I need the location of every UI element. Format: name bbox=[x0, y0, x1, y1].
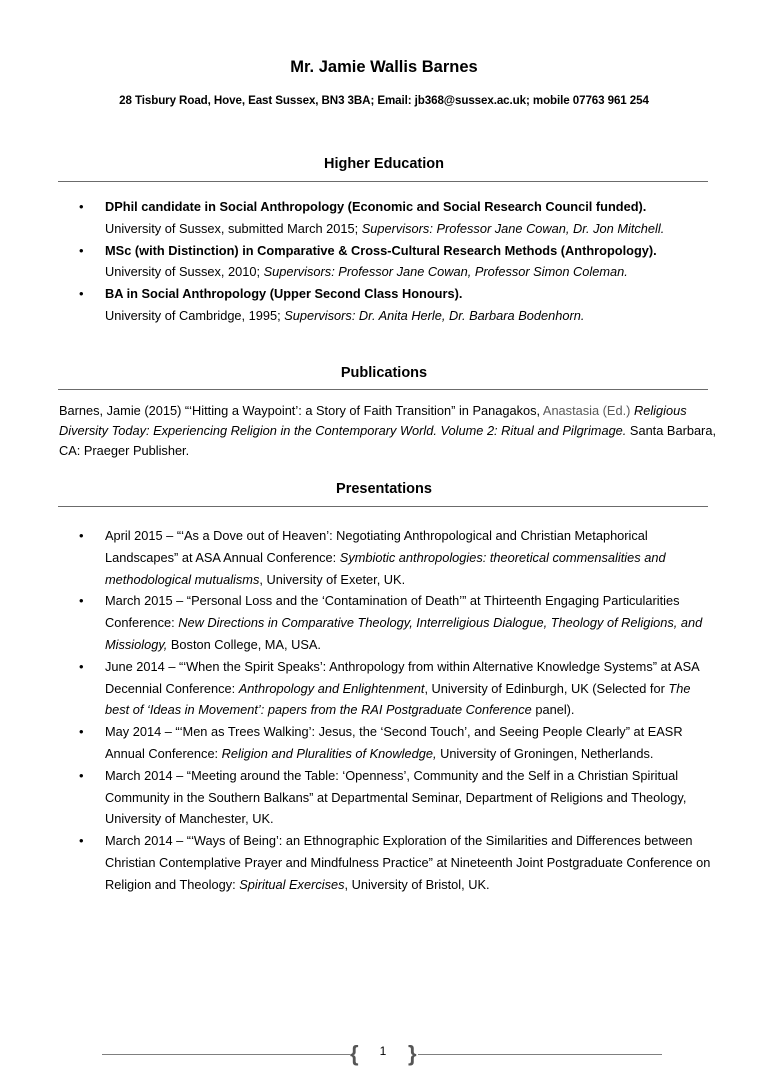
section-heading-presentations: Presentations bbox=[336, 481, 432, 497]
presentation-venue: , University of Edinburgh, UK (Selected for bbox=[424, 680, 669, 696]
contact-line: 28 Tisbury Road, Hove, East Sussex, BN3 3BA; Email: jb368@sussex.ac.uk; mobile 07763 961 254 bbox=[119, 94, 649, 107]
presentation-text: June 2014 – “‘When the Spirit Speaks’: Anthropology from within Alternative Knowledge Systems” at ASA Decennial Conference: bbox=[105, 658, 699, 696]
education-list bbox=[0, 196, 715, 327]
section-divider bbox=[58, 181, 708, 182]
presentation-text: April 2015 – “‘As a Dove out of Heaven’: Negotiating Anthropological and Christian Metaphorical Landscapes” at ASA Annual Conference: bbox=[105, 528, 648, 565]
supervisors: Supervisors: Dr. Anita Herle, Dr. Barbara Bodenhorn. bbox=[284, 307, 585, 323]
presentation-text: March 2014 – “Meeting around the Table: ‘Openness’, Community and the Self in a Christian Spiritual Community in the Southern Balkans” at Departmental Seminar, Department of Religions and Theology, University of Manchester, UK. bbox=[105, 767, 687, 827]
publication-publisher: Santa Barbara, CA: Praeger Publisher. bbox=[59, 422, 716, 458]
presentation-text: March 2014 – “‘Ways of Being’: an Ethnographic Exploration of the Similarities and Differences between Christian Contemplative Prayer and Mindfulness Practice” at Nineteenth Joint Postgraduate Conference on Religion and Theology: bbox=[105, 833, 711, 892]
publication-book-title: Religious Diversity Today: Experiencing Religion in the Contemporary World. Volume 2: Ritual and Pilgrimage. bbox=[59, 403, 687, 438]
degree-title: • MSc (with Distinction) in Comparative & Cross-Cultural Research Methods (Anthropology). bbox=[105, 242, 657, 258]
presentation-venue: University of Groningen, Netherlands. bbox=[436, 745, 654, 761]
conference-theme: Anthropology and Enlightenment bbox=[238, 680, 425, 696]
list-item bbox=[0, 283, 715, 327]
conference-theme: Religion and Pluralities of Knowledge, bbox=[221, 745, 437, 761]
conference-theme: Symbiotic anthropologies: theoretical commensalities and methodological mutualisms bbox=[105, 549, 666, 587]
presentation-suffix: panel). bbox=[531, 702, 575, 718]
list-item bbox=[0, 656, 715, 721]
presentations-list bbox=[0, 525, 715, 896]
list-item bbox=[0, 765, 715, 830]
presentation-text: May 2014 – “‘Men as Trees Walking’: Jesus, the ‘Second Touch’, and Seeing People Clearly” at EASR Annual Conference: bbox=[105, 724, 683, 761]
conference-theme: New Directions in Comparative Theology, Interreligious Dialogue, Theology of Religions, and Missiology, bbox=[105, 615, 703, 652]
cv-name: Mr. Jamie Wallis Barnes bbox=[290, 58, 478, 76]
page-number: 1 bbox=[379, 1044, 387, 1058]
section-divider bbox=[58, 389, 708, 390]
publication-entry bbox=[59, 401, 719, 460]
footer-bracket-left: { bbox=[350, 1041, 359, 1066]
degree-detail: University of Sussex, submitted March 2015; bbox=[105, 220, 362, 236]
degree-title: • DPhil candidate in Social Anthropology (Economic and Social Research Council funded). bbox=[105, 199, 647, 214]
footer-bracket-right: } bbox=[408, 1041, 417, 1066]
list-item bbox=[0, 590, 715, 655]
presentation-venue: , University of Bristol, UK. bbox=[344, 876, 490, 892]
footer-rule-right bbox=[418, 1054, 662, 1055]
panel-title: The best of ‘Ideas in Movement’: papers from the RAI Postgraduate Conference bbox=[105, 680, 691, 718]
list-item bbox=[0, 240, 715, 284]
conference-theme: Spiritual Exercises bbox=[239, 876, 345, 892]
section-heading-publications: Publications bbox=[340, 365, 428, 381]
supervisors: Supervisors: Professor Jane Cowan, Professor Simon Coleman. bbox=[263, 264, 628, 280]
degree-detail: University of Sussex, 2010; bbox=[105, 264, 264, 280]
degree-detail: University of Cambridge, 1995; bbox=[105, 307, 285, 323]
section-heading-education: Higher Education bbox=[323, 156, 445, 172]
footer-rule-left bbox=[102, 1054, 350, 1055]
publication-author-title: Barnes, Jamie (2015) “‘Hitting a Waypoint’: a Story of Faith Transition” in Panagakos, bbox=[59, 403, 543, 418]
list-item bbox=[0, 830, 715, 895]
degree-title: • BA in Social Anthropology (Upper Second Class Honours). bbox=[105, 286, 463, 302]
list-item bbox=[0, 525, 715, 590]
list-item bbox=[0, 721, 715, 765]
presentation-venue: Boston College, MA, USA. bbox=[167, 636, 321, 652]
section-divider bbox=[58, 506, 708, 507]
list-item bbox=[0, 196, 715, 240]
publication-editor: Anastasia (Ed.) bbox=[542, 403, 631, 418]
presentation-text: March 2015 – “Personal Loss and the ‘Contamination of Death’” at Thirteenth Engaging Particularities Conference: bbox=[105, 593, 680, 631]
presentation-venue: , University of Exeter, UK. bbox=[259, 571, 406, 587]
supervisors: Supervisors: Professor Jane Cowan, Dr. Jon Mitchell. bbox=[361, 220, 665, 236]
